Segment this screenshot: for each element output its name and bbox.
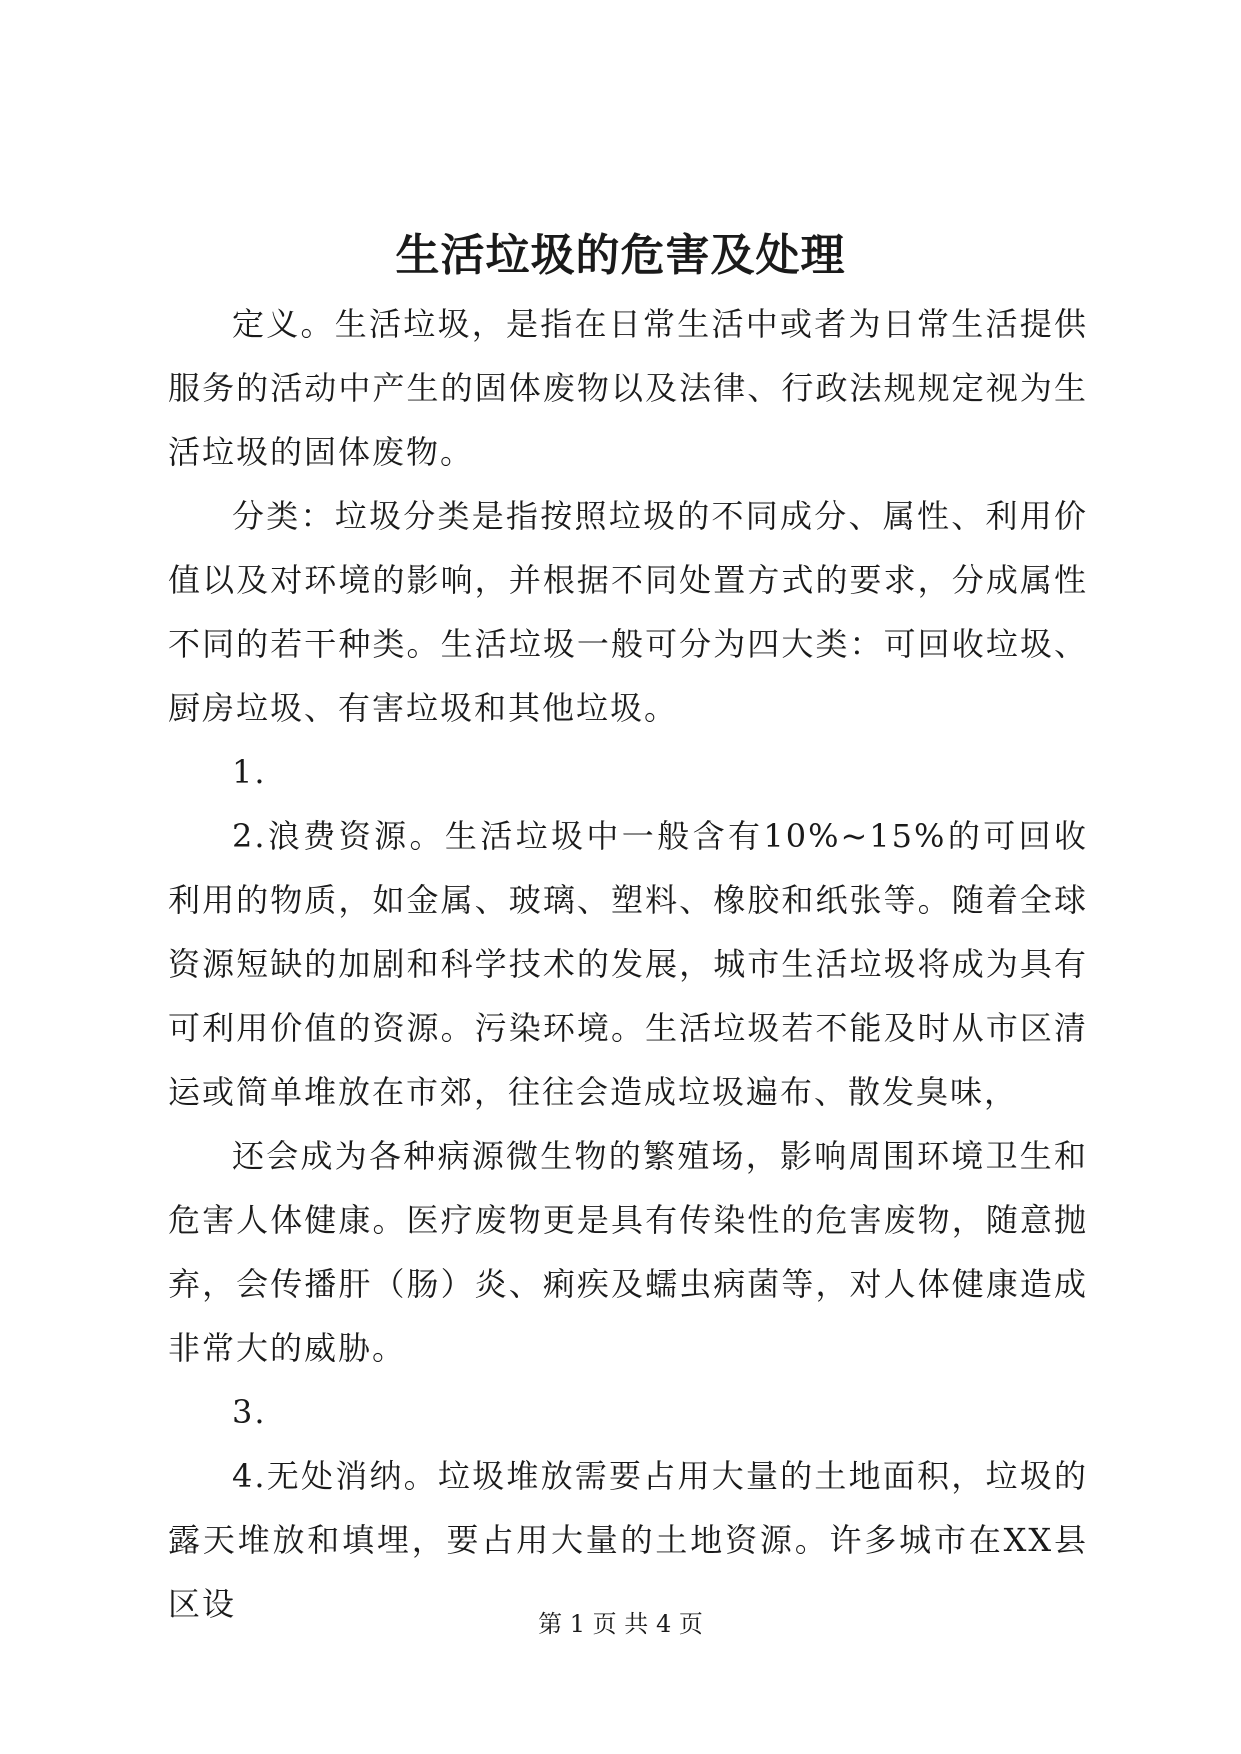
paragraph-item-3: 3.	[232, 1393, 267, 1431]
paragraph-item-2: 2.浪费资源。生活垃圾中一般含有10%~15%的可回收利用的物质，如金属、玻璃、塑料、橡胶和纸张等。随着全球资源短缺的加剧和科学技术的发展，城市生活垃圾将成为具有可利用价值的资源。污染环境。生活垃圾若不能及时从市区清运或简单堆放在市郊，往往会造成垃圾遍布、散发臭味，	[168, 817, 1088, 1111]
paragraph-definition: 定义。生活垃圾，是指在日常生活中或者为日常生活提供服务的活动中产生的固体废物以及法律、行政法规规定视为生活垃圾的固体废物。	[168, 305, 1088, 471]
document-title: 生活垃圾的危害及处理	[395, 230, 846, 281]
paragraph-classification: 分类：垃圾分类是指按照垃圾的不同成分、属性、利用价值以及对环境的影响，并根据不同处置方式的要求，分成属性不同的若干种类。生活垃圾一般可分为四大类：可回收垃圾、厨房垃圾、有害垃圾和其他垃圾。	[168, 497, 1088, 727]
document-body	[168, 292, 1088, 1636]
paragraph-item-1: 1.	[232, 753, 267, 791]
paragraph-item-4: 4.无处消纳。垃圾堆放需要占用大量的土地面积，垃圾的露天堆放和填埋，要占用大量的土地资源。许多城市在XX县区设	[168, 1457, 1088, 1623]
page-number-footer: 第 1 页 共 4 页	[538, 1610, 703, 1638]
paragraph-continuation: 还会成为各种病源微生物的繁殖场，影响周围环境卫生和危害人体健康。医疗废物更是具有传染性的危害废物，随意抛弃，会传播肝（肠）炎、痢疾及蠕虫病菌等，对人体健康造成非常大的威胁。	[168, 1137, 1088, 1367]
